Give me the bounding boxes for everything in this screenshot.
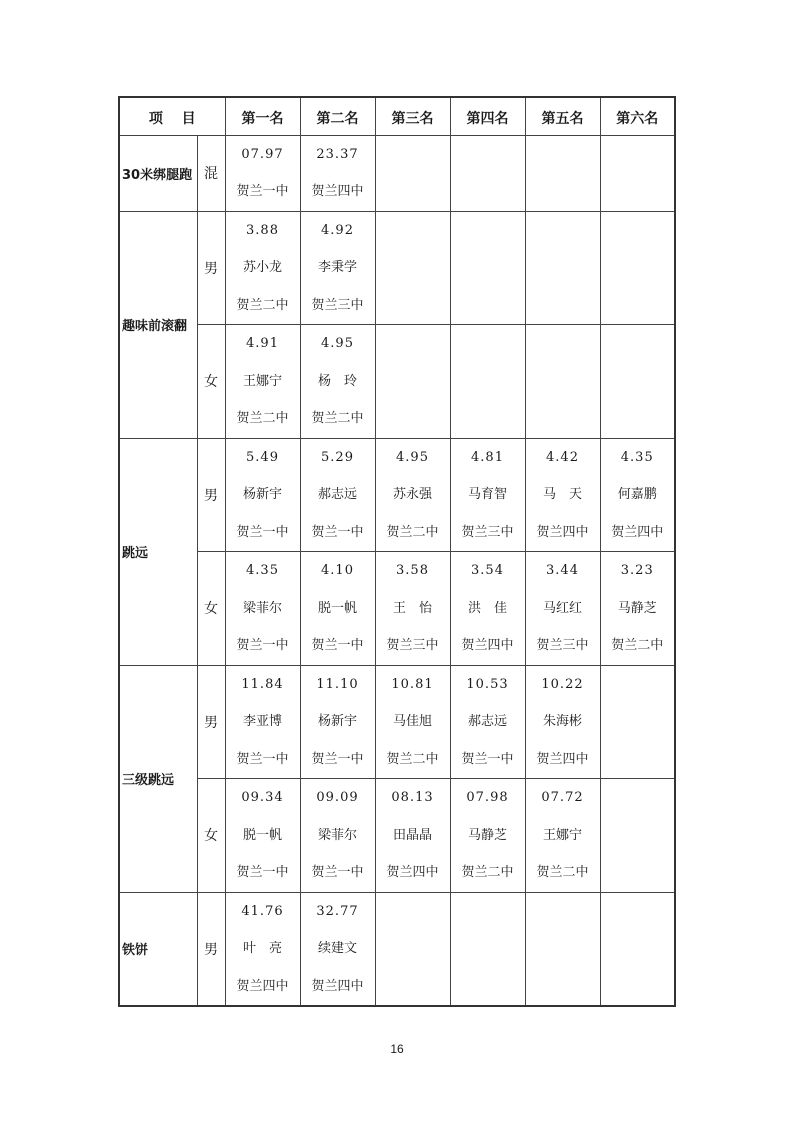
header-item: 项 目 [119, 97, 225, 135]
result-name: 王 怡 [392, 600, 432, 616]
result-name: 李亚博 [242, 714, 282, 729]
result-score [451, 136, 525, 174]
gender-cell: 混 [197, 135, 225, 211]
result-name: 王娜宁 [542, 827, 582, 843]
result-cell [300, 665, 375, 779]
result-score [376, 212, 450, 250]
result-score: 07.97 [241, 146, 284, 162]
result-school: 贺兰二中 [536, 865, 589, 880]
result-cell [600, 438, 675, 552]
result-name: 梁菲尔 [317, 827, 357, 843]
result-cell [300, 325, 375, 439]
result-cell [300, 438, 375, 552]
result-score: 4.35 [620, 449, 654, 465]
result-cell [525, 438, 600, 552]
result-school: 贺兰一中 [236, 638, 289, 653]
result-cell [450, 211, 525, 325]
result-score: 5.49 [246, 449, 279, 465]
header-rank-3: 第三名 [375, 97, 450, 135]
result-cell [225, 135, 300, 211]
gender-cell: 男 [197, 665, 225, 779]
result-school: 贺兰四中 [236, 978, 289, 994]
table-row [119, 325, 675, 439]
result-school [451, 287, 525, 325]
result-school [601, 400, 675, 438]
gender-cell: 男 [197, 211, 225, 325]
table-row [119, 779, 675, 893]
result-cell [225, 552, 300, 666]
result-score: 09.09 [316, 790, 359, 805]
event-name: 30米绑腿跑 [119, 135, 197, 211]
result-cell [375, 892, 450, 1006]
table-row [119, 552, 675, 666]
gender-cell: 女 [197, 552, 225, 666]
event-name: 趣味前滚翻 [119, 211, 197, 438]
result-name [601, 363, 675, 401]
result-name: 李秉学 [317, 260, 357, 275]
result-name: 王娜宁 [242, 373, 282, 389]
result-cell [525, 665, 600, 779]
result-name: 何嘉鹏 [617, 487, 657, 502]
result-name [376, 249, 450, 287]
result-cell [600, 779, 675, 893]
result-score: 41.76 [241, 903, 284, 919]
result-name: 苏永强 [392, 487, 432, 502]
result-school [601, 968, 675, 1006]
result-school: 贺兰四中 [461, 638, 514, 653]
result-score: 10.22 [541, 676, 584, 692]
result-score [601, 212, 675, 250]
result-cell [600, 552, 675, 666]
result-cell [525, 892, 600, 1006]
gender-cell: 女 [197, 325, 225, 439]
header-rank-1: 第一名 [225, 97, 300, 135]
result-score [451, 212, 525, 250]
result-cell [525, 779, 600, 893]
result-name: 田晶晶 [392, 827, 432, 843]
result-school: 贺兰三中 [386, 638, 439, 653]
gender-cell: 男 [197, 892, 225, 1006]
result-school [526, 173, 600, 211]
result-score: 4.95 [321, 336, 354, 351]
result-school [376, 287, 450, 325]
result-school: 贺兰四中 [611, 524, 664, 540]
result-cell [375, 325, 450, 439]
header-rank-4: 第四名 [450, 97, 525, 135]
results-table [118, 96, 676, 1007]
result-name [451, 249, 525, 287]
result-cell [450, 552, 525, 666]
result-school [601, 741, 675, 779]
result-name: 脱一帆 [242, 827, 282, 843]
result-cell [525, 211, 600, 325]
result-score: 4.91 [246, 336, 279, 351]
result-cell [300, 552, 375, 666]
result-name: 续建文 [317, 941, 357, 956]
table-row [119, 438, 675, 552]
result-score: 4.95 [396, 449, 429, 465]
result-cell [225, 892, 300, 1006]
result-school: 贺兰一中 [236, 184, 289, 199]
result-name: 梁菲尔 [242, 600, 282, 616]
result-cell [375, 779, 450, 893]
result-score: 3.44 [546, 563, 579, 578]
result-school [601, 854, 675, 892]
result-name: 杨 玲 [317, 373, 357, 389]
result-cell [600, 892, 675, 1006]
result-score [601, 666, 675, 704]
event-name: 三级跳远 [119, 665, 197, 892]
result-cell [375, 135, 450, 211]
result-score: 4.92 [321, 222, 354, 238]
result-name: 杨新宇 [317, 714, 357, 729]
result-name: 朱海彬 [542, 714, 582, 729]
result-cell [375, 211, 450, 325]
result-cell [225, 325, 300, 439]
result-school [451, 968, 525, 1006]
result-school: 贺兰二中 [461, 865, 514, 880]
result-school [526, 968, 600, 1006]
table-row [119, 211, 675, 325]
result-school: 贺兰一中 [311, 524, 364, 540]
result-school: 贺兰三中 [461, 524, 514, 540]
result-name: 马 天 [542, 487, 582, 502]
result-score [451, 893, 525, 931]
result-cell [300, 211, 375, 325]
result-score: 32.77 [316, 903, 359, 919]
result-cell [600, 665, 675, 779]
result-cell [450, 438, 525, 552]
result-score: 09.34 [241, 790, 284, 805]
result-cell [450, 779, 525, 893]
header-rank-5: 第五名 [525, 97, 600, 135]
result-score: 3.54 [471, 563, 504, 578]
result-name: 马静芝 [617, 600, 657, 616]
table-row [119, 892, 675, 1006]
result-score: 23.37 [316, 146, 359, 162]
result-school: 贺兰一中 [311, 638, 364, 653]
result-name: 叶 亮 [242, 941, 282, 956]
result-score [376, 136, 450, 174]
result-score [601, 779, 675, 817]
results-body [119, 135, 675, 1006]
result-cell [450, 892, 525, 1006]
result-school [601, 173, 675, 211]
result-score: 4.35 [246, 563, 279, 578]
result-name: 杨新宇 [242, 487, 282, 502]
result-name: 郝志远 [317, 487, 357, 502]
result-school [451, 173, 525, 211]
result-score [601, 325, 675, 363]
result-school: 贺兰三中 [311, 297, 364, 313]
result-name [601, 703, 675, 741]
result-score: 11.84 [241, 676, 284, 692]
result-school [376, 968, 450, 1006]
result-school [601, 287, 675, 325]
result-school: 贺兰四中 [536, 524, 589, 540]
result-school: 贺兰四中 [311, 978, 364, 994]
result-score [451, 325, 525, 363]
result-name: 马红红 [542, 600, 582, 616]
result-school: 贺兰二中 [236, 411, 289, 426]
result-score [526, 893, 600, 931]
result-school: 贺兰一中 [236, 865, 289, 880]
result-cell [525, 325, 600, 439]
result-score [526, 136, 600, 174]
result-name: 郝志远 [467, 714, 507, 729]
result-cell [450, 325, 525, 439]
result-school: 贺兰四中 [386, 865, 439, 880]
result-name [526, 363, 600, 401]
gender-cell: 男 [197, 438, 225, 552]
page-number: 16 [390, 1042, 404, 1056]
result-score: 3.58 [396, 563, 429, 578]
result-cell [600, 325, 675, 439]
table-row [119, 135, 675, 211]
result-score: 3.88 [246, 222, 279, 238]
result-name [451, 363, 525, 401]
result-name [526, 930, 600, 968]
result-school [376, 400, 450, 438]
result-name: 脱一帆 [317, 600, 357, 616]
result-name: 洪 佳 [467, 600, 507, 616]
header-rank-6: 第六名 [600, 97, 675, 135]
result-cell [225, 438, 300, 552]
result-cell [600, 211, 675, 325]
result-cell [225, 779, 300, 893]
result-score: 4.10 [321, 563, 354, 578]
result-cell [225, 211, 300, 325]
result-score [526, 325, 600, 363]
result-score [376, 325, 450, 363]
table-row [119, 665, 675, 779]
result-school: 贺兰一中 [311, 865, 364, 880]
result-name [601, 817, 675, 855]
header-row [119, 97, 675, 135]
result-score: 10.81 [391, 676, 434, 692]
result-school: 贺兰二中 [236, 297, 289, 313]
result-school: 贺兰一中 [461, 751, 514, 767]
result-name: 马育智 [467, 487, 507, 502]
result-name [601, 930, 675, 968]
result-name [526, 249, 600, 287]
result-name [376, 363, 450, 401]
result-cell [600, 135, 675, 211]
result-score: 07.98 [466, 790, 509, 805]
result-score: 4.42 [546, 449, 579, 465]
result-name: 马佳旭 [392, 714, 432, 729]
result-school: 贺兰二中 [311, 411, 364, 426]
result-score [376, 893, 450, 931]
result-score: 10.53 [466, 676, 509, 692]
result-school [526, 400, 600, 438]
result-school: 贺兰四中 [311, 184, 364, 199]
result-cell [525, 135, 600, 211]
result-score: 11.10 [316, 676, 359, 692]
result-cell [375, 438, 450, 552]
result-score [526, 212, 600, 250]
result-school [376, 173, 450, 211]
result-score: 4.81 [471, 449, 504, 465]
event-name: 跳远 [119, 438, 197, 665]
result-cell [300, 892, 375, 1006]
result-score: 07.72 [541, 790, 584, 805]
result-score: 3.23 [620, 563, 654, 578]
result-score: 08.13 [391, 790, 434, 805]
result-school: 贺兰二中 [611, 638, 664, 653]
result-school [526, 287, 600, 325]
result-school: 贺兰三中 [536, 638, 589, 653]
result-school: 贺兰一中 [236, 751, 289, 767]
header-rank-2: 第二名 [300, 97, 375, 135]
result-cell [225, 665, 300, 779]
result-school: 贺兰二中 [386, 751, 439, 767]
result-cell [375, 665, 450, 779]
result-cell [450, 665, 525, 779]
result-name [601, 249, 675, 287]
result-cell [375, 552, 450, 666]
result-score [601, 893, 675, 931]
result-school: 贺兰二中 [386, 524, 439, 540]
result-cell [450, 135, 525, 211]
result-school: 贺兰一中 [236, 524, 289, 540]
result-school: 贺兰四中 [536, 751, 589, 767]
result-cell [300, 779, 375, 893]
result-name [376, 930, 450, 968]
result-name [451, 930, 525, 968]
result-name: 马静芝 [467, 827, 507, 843]
result-score [601, 136, 675, 174]
result-cell [300, 135, 375, 211]
result-cell [525, 552, 600, 666]
event-name: 铁饼 [119, 892, 197, 1006]
result-school [451, 400, 525, 438]
result-name: 苏小龙 [242, 260, 282, 275]
result-school: 贺兰一中 [311, 751, 364, 767]
gender-cell: 女 [197, 779, 225, 893]
result-score: 5.29 [321, 449, 354, 465]
